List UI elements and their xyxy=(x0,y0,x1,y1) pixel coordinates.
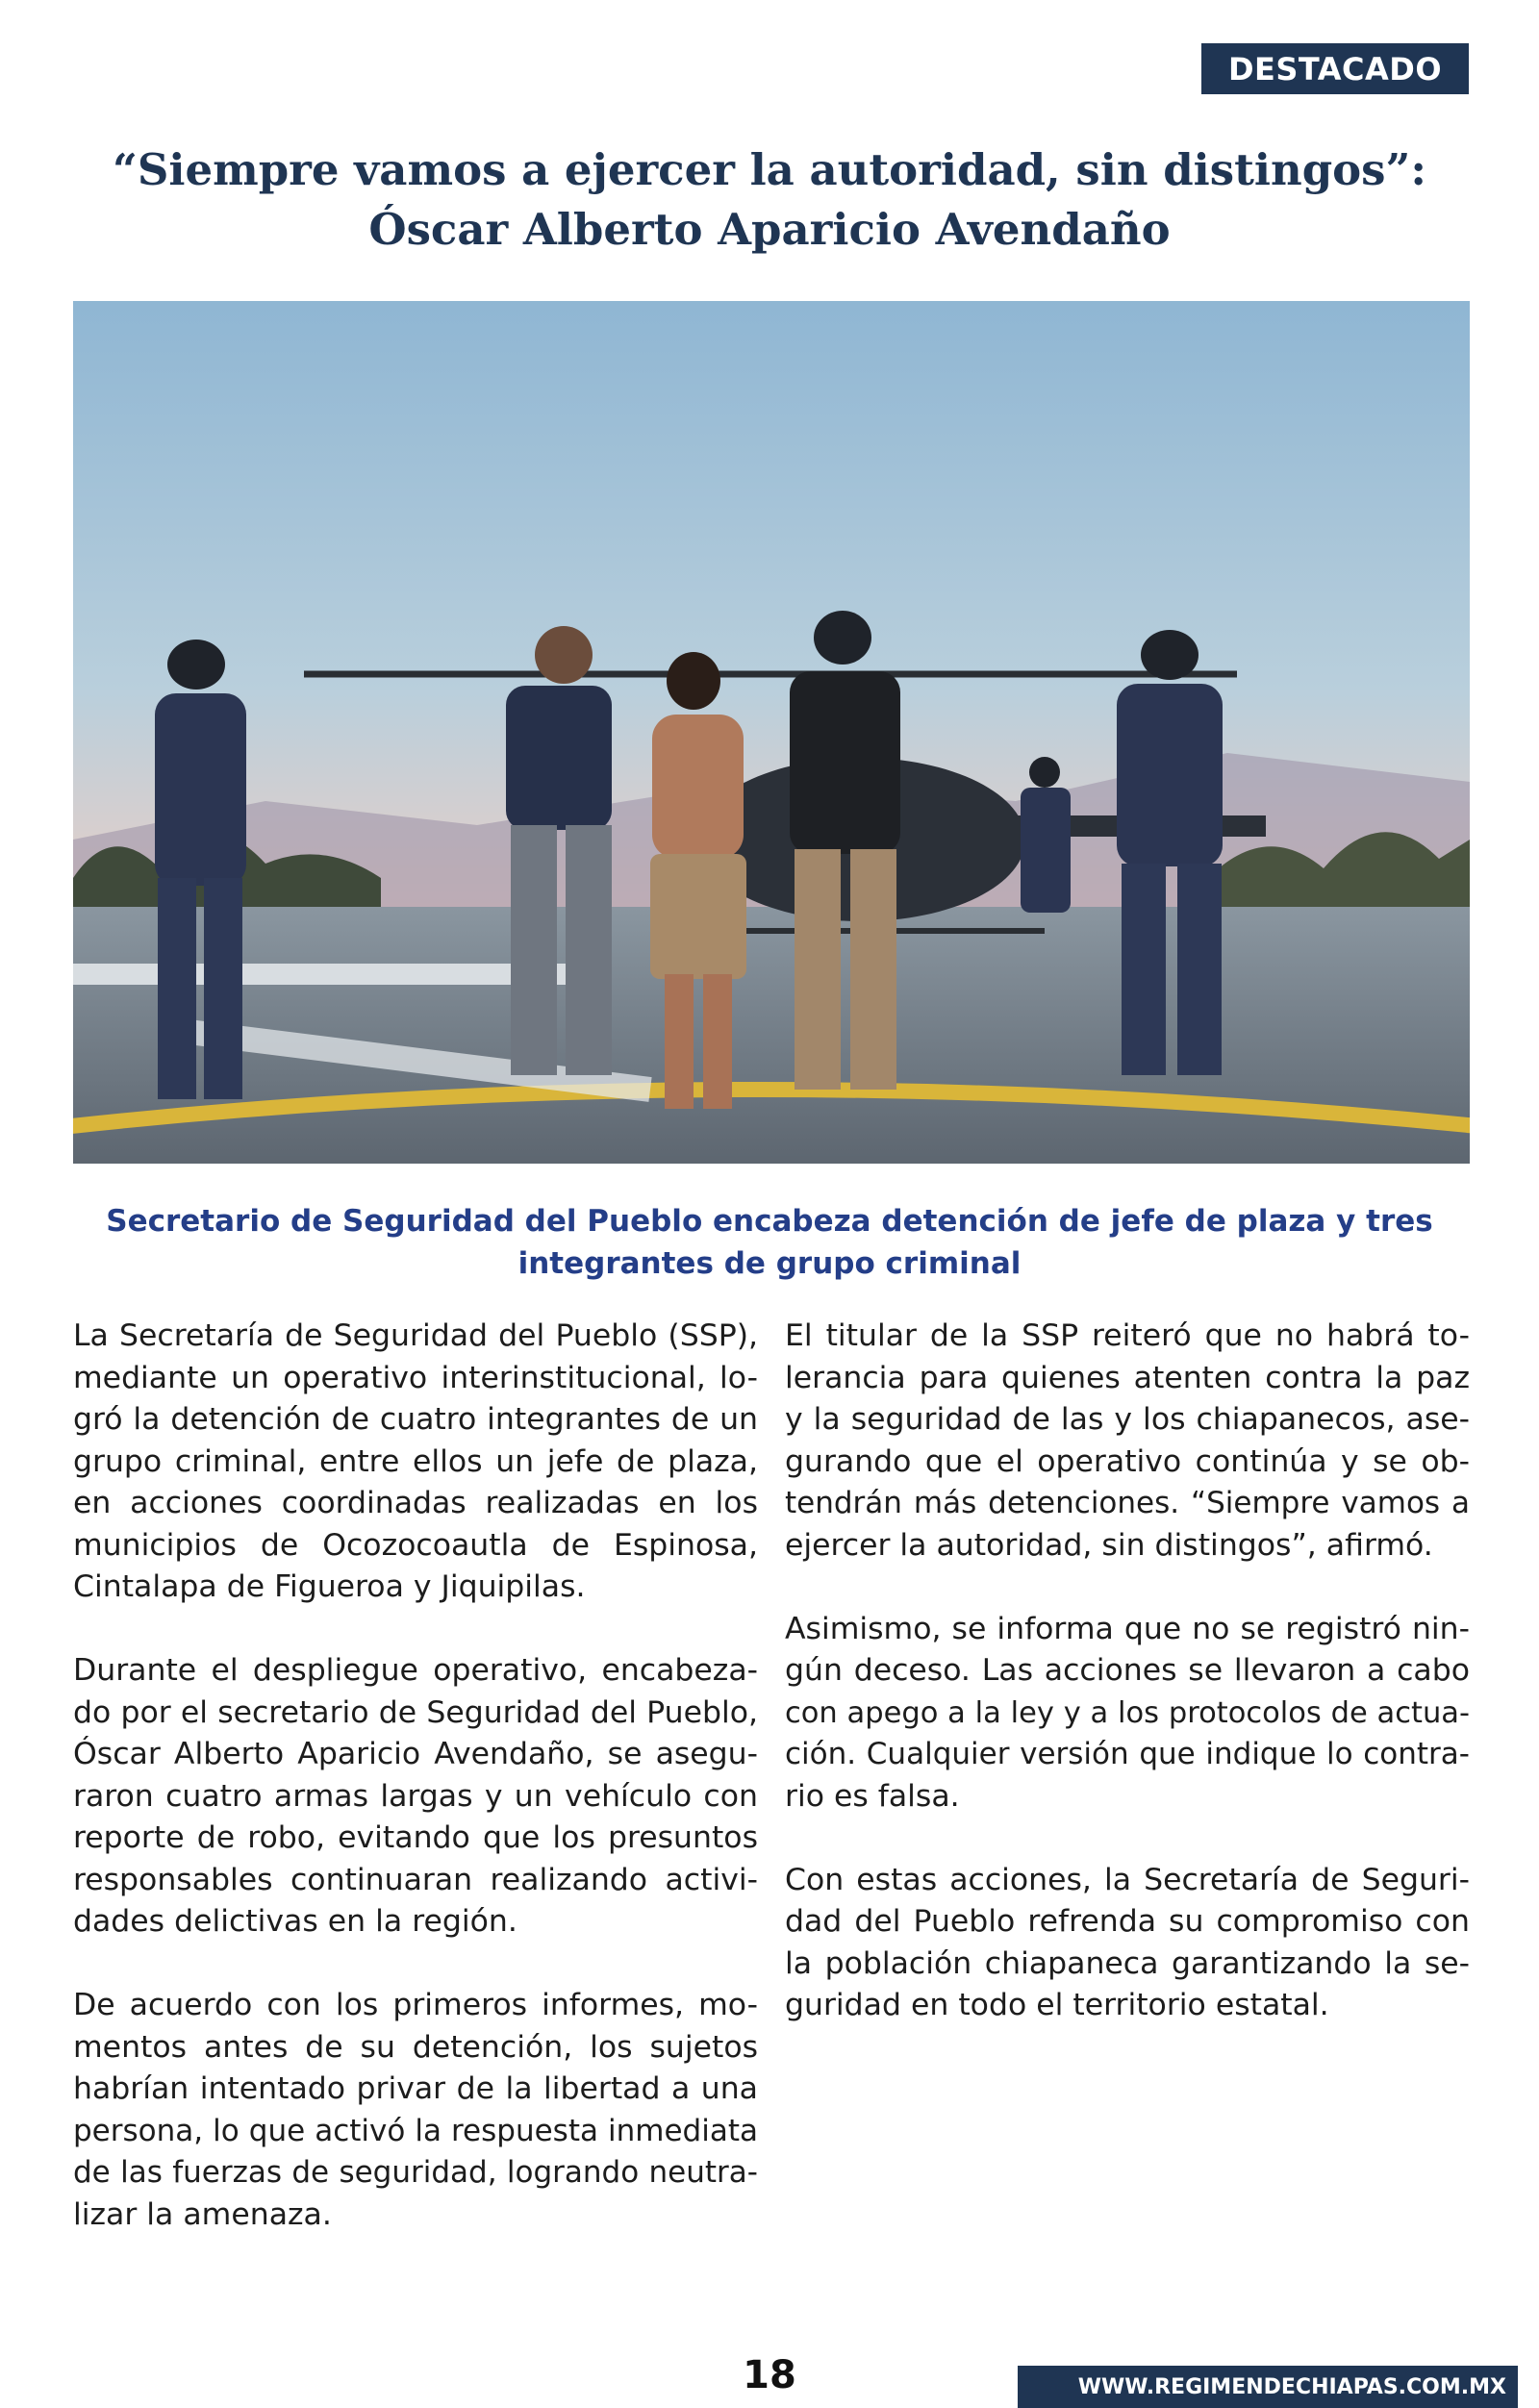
text-line: Durante el despliegue operativo, encabeza- xyxy=(73,1653,758,1688)
text-line: tendrán más detenciones. “Siempre vamos a xyxy=(785,1486,1470,1520)
paragraph xyxy=(73,1650,758,1944)
text-line: municipios de Ocozocoautla de Espinosa, xyxy=(73,1527,758,1563)
article-title xyxy=(96,140,1443,260)
text-line: en acciones coordinadas realizadas en los xyxy=(73,1486,758,1520)
text-line: La Secretaría de Seguridad del Pueblo (SSP), xyxy=(73,1318,758,1353)
caption-line-1: Secretario de Seguridad del Pueblo encabeza detención de jefe de plaza y tres xyxy=(106,1204,1433,1239)
text-line: de las fuerzas de seguridad, logrando neutra- xyxy=(73,2155,758,2190)
paragraph xyxy=(73,1316,758,1609)
text-line: raron cuatro armas largas y un vehículo con xyxy=(73,1778,758,1814)
text-line: gún deceso. Las acciones se llevaron a cabo xyxy=(785,1653,1470,1688)
photo-caption xyxy=(96,1200,1443,1285)
text-line: reporte de robo, evitando que los presuntos xyxy=(73,1820,758,1855)
text-line: ción. Cualquier versión que indique lo contra- xyxy=(785,1737,1470,1771)
text-line: y la seguridad de las y los chiapanecos, ase- xyxy=(785,1402,1470,1437)
text-line: rio es falsa. xyxy=(785,1778,960,1814)
caption-line-2: integrantes de grupo criminal xyxy=(517,1246,1022,1281)
left-column xyxy=(73,1316,758,2278)
page-number: 18 xyxy=(743,2353,796,2397)
paragraph xyxy=(785,1316,1470,1567)
paragraph xyxy=(73,1985,758,2236)
website-footer[interactable]: WWW.REGIMENDECHIAPAS.COM.MX xyxy=(1018,2366,1518,2408)
article-photo xyxy=(73,301,1470,1164)
text-line: mediante un operativo interinstitucional, lo- xyxy=(73,1360,758,1395)
text-line: ejercer la autoridad, sin distingos”, afirmó. xyxy=(785,1527,1433,1563)
text-line: Con estas acciones, la Secretaría de Seguri- xyxy=(785,1862,1470,1897)
title-line-2: Óscar Alberto Aparicio Avendaño xyxy=(368,204,1171,255)
section-badge: DESTACADO xyxy=(1201,43,1469,94)
text-line: do por el secretario de Seguridad del Pueblo, xyxy=(73,1694,758,1730)
text-line: gró la detención de cuatro integrantes de un xyxy=(73,1402,758,1437)
paragraph xyxy=(785,1609,1470,1819)
text-line: Asimismo, se informa que no se registró nin- xyxy=(785,1611,1470,1646)
paragraph xyxy=(785,1860,1470,2027)
title-line-1: “Siempre vamos a ejercer la autoridad, sin distingos”: xyxy=(112,144,1427,195)
text-line: persona, lo que activó la respuesta inmediata xyxy=(73,2113,758,2148)
text-line: lerancia para quienes atenten contra la paz xyxy=(785,1360,1470,1395)
text-line: habrían intentado privar de la libertad a una xyxy=(73,2071,758,2106)
text-line: la población chiapaneca garantizando la se- xyxy=(785,1945,1470,1981)
text-line: De acuerdo con los primeros informes, mo- xyxy=(73,1988,758,2022)
text-line: El titular de la SSP reiteró que no habrá to- xyxy=(785,1318,1470,1353)
text-line: mentos antes de su detención, los sujetos xyxy=(73,2029,758,2065)
text-line: Óscar Alberto Aparicio Avendaño, se asegu- xyxy=(73,1737,758,1771)
right-column xyxy=(785,1316,1470,2069)
text-line: con apego a la ley y a los protocolos de actua- xyxy=(785,1695,1470,1730)
text-line: dades delictivas en la región. xyxy=(73,1904,517,1939)
text-line: grupo criminal, entre ellos un jefe de plaza, xyxy=(73,1443,758,1479)
text-line: dad del Pueblo refrenda su compromiso con xyxy=(785,1904,1470,1939)
text-line: Cintalapa de Figueroa y Jiquipilas. xyxy=(73,1569,586,1604)
text-line: guridad en todo el territorio estatal. xyxy=(785,1988,1329,2022)
text-line: lizar la amenaza. xyxy=(73,2196,332,2232)
text-line: gurando que el operativo continúa y se ob- xyxy=(785,1443,1470,1479)
text-line: responsables continuaran realizando activi- xyxy=(73,1862,758,1897)
